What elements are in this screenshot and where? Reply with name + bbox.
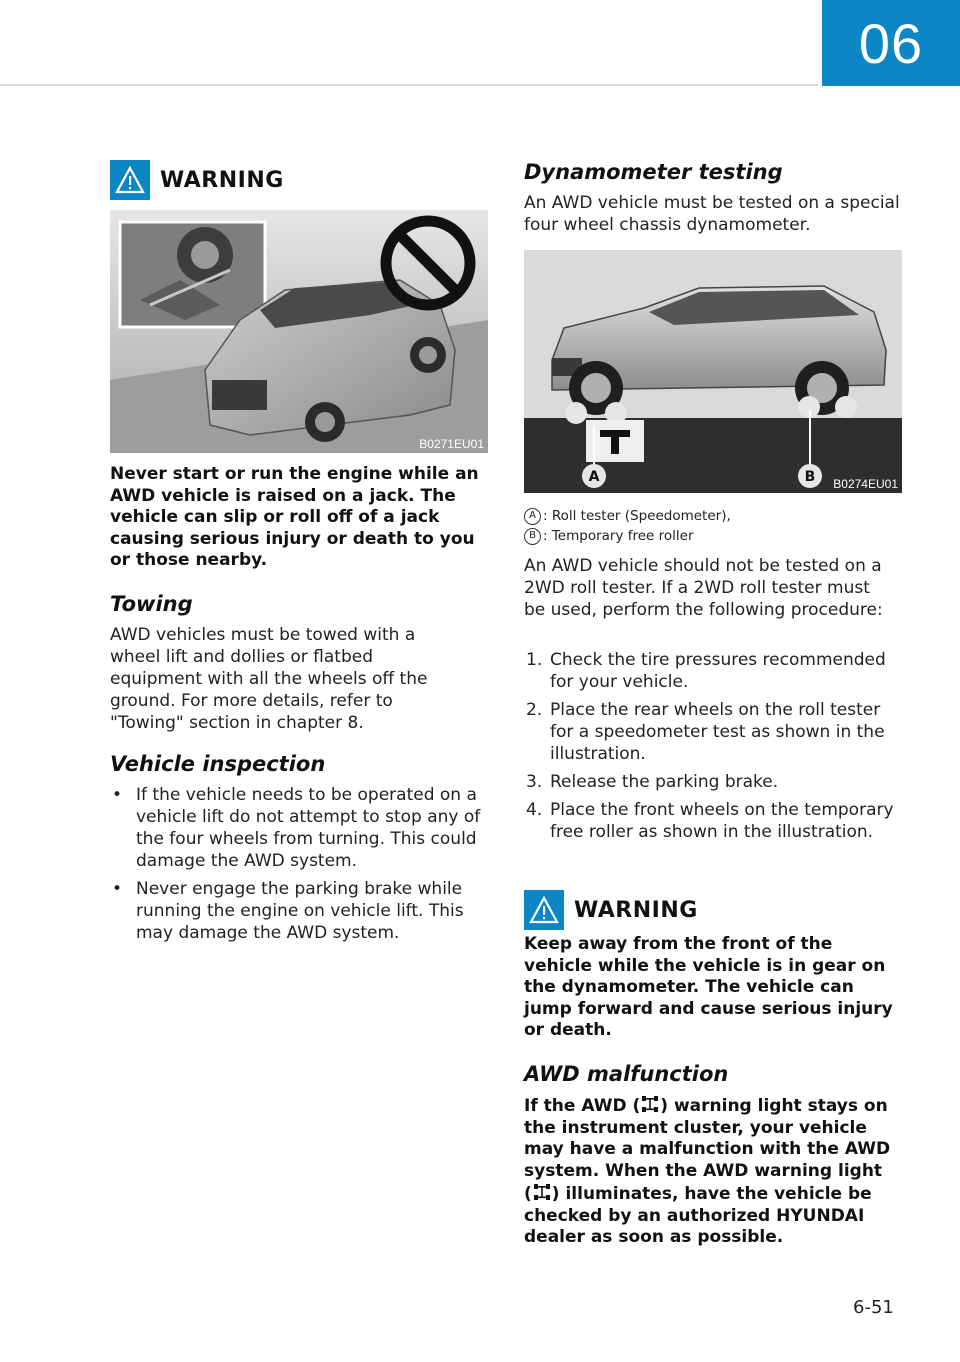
- towing-heading: Towing: [110, 592, 193, 616]
- header-rule: [0, 84, 818, 86]
- list-item: 2. Place the rear wheels on the roll tester for a speedometer test as shown in the illustration.: [526, 700, 885, 764]
- list-item: • Never engage the parking brake while running the engine on vehicle lift. This may damage the AWD system.: [112, 879, 464, 943]
- procedure-list: [524, 649, 904, 849]
- dynamometer-illustration: [524, 250, 902, 493]
- jack-illustration: [110, 210, 488, 453]
- dyno-heading: Dynamometer testing: [524, 160, 783, 184]
- inspection-list: [110, 784, 488, 950]
- chapter-tab: 06: [822, 0, 960, 86]
- towing-text: AWD vehicles must be towed with a wheel lift and dollies or flatbed equipment with all the wheels off the ground. For more details, refer to "Towing" section in chapter 8.: [110, 625, 428, 733]
- page-number: 6-51: [853, 1297, 894, 1318]
- intro-text: An AWD vehicle should not be tested on a 2WD roll tester. If a 2WD roll tester must be used, perform the following procedure:: [524, 556, 883, 620]
- awd-warning-icon: [532, 1182, 552, 1202]
- list-item: 4. Place the front wheels on the temporary free roller as shown in the illustration.: [526, 800, 894, 842]
- warning-triangle-icon: [110, 160, 150, 200]
- label-b: B: [804, 469, 816, 485]
- malfunction-text: If the AWD ( ! ) warning light stays on the instrument cluster, your vehicle may have a malfunction with the AWD system. When the AWD warning light ( ! ) illuminates, have the vehicle be checked by an authorized HYUNDAI dealer as soon as possible.: [524, 1096, 891, 1247]
- figure-code: B0271EU01: [419, 437, 484, 451]
- svg-text:!: !: [648, 1101, 652, 1108]
- awd-warning-icon: [640, 1094, 660, 1114]
- warning-triangle-icon: [524, 890, 564, 930]
- malfunction-heading: AWD malfunction: [524, 1062, 729, 1086]
- warning-heading: [524, 890, 698, 930]
- figure-code: B0274EU01: [833, 477, 898, 491]
- inspection-heading: Vehicle inspection: [110, 752, 326, 776]
- dyno-text: An AWD vehicle must be tested on a special four wheel chassis dynamometer.: [524, 193, 900, 235]
- list-item: • If the vehicle needs to be operated on a vehicle lift do not attempt to stop any of the four wheels from turning. This could damage the AWD system.: [112, 785, 481, 871]
- figure-caption: A : Roll tester (Speedometer), B : Temporary free roller: [524, 506, 904, 546]
- dyno-warning-text: Keep away from the front of the vehicle while the vehicle is in gear on the dynamometer. The vehicle can jump forward and cause serious injury or death.: [524, 934, 893, 1040]
- warning-heading: [110, 160, 284, 200]
- list-item: 3. Release the parking brake.: [526, 772, 779, 792]
- list-item: 1. Check the tire pressures recommended for your vehicle.: [526, 650, 886, 692]
- jack-warning-text: Never start or run the engine while an AWD vehicle is raised on a jack. The vehicle can slip or roll off of a jack causing serious injury or death to you or those nearby.: [110, 464, 479, 570]
- warning-label: WARNING: [160, 167, 284, 193]
- label-a: A: [588, 469, 600, 485]
- svg-text:!: !: [540, 1189, 544, 1196]
- warning-label: WARNING: [574, 897, 698, 923]
